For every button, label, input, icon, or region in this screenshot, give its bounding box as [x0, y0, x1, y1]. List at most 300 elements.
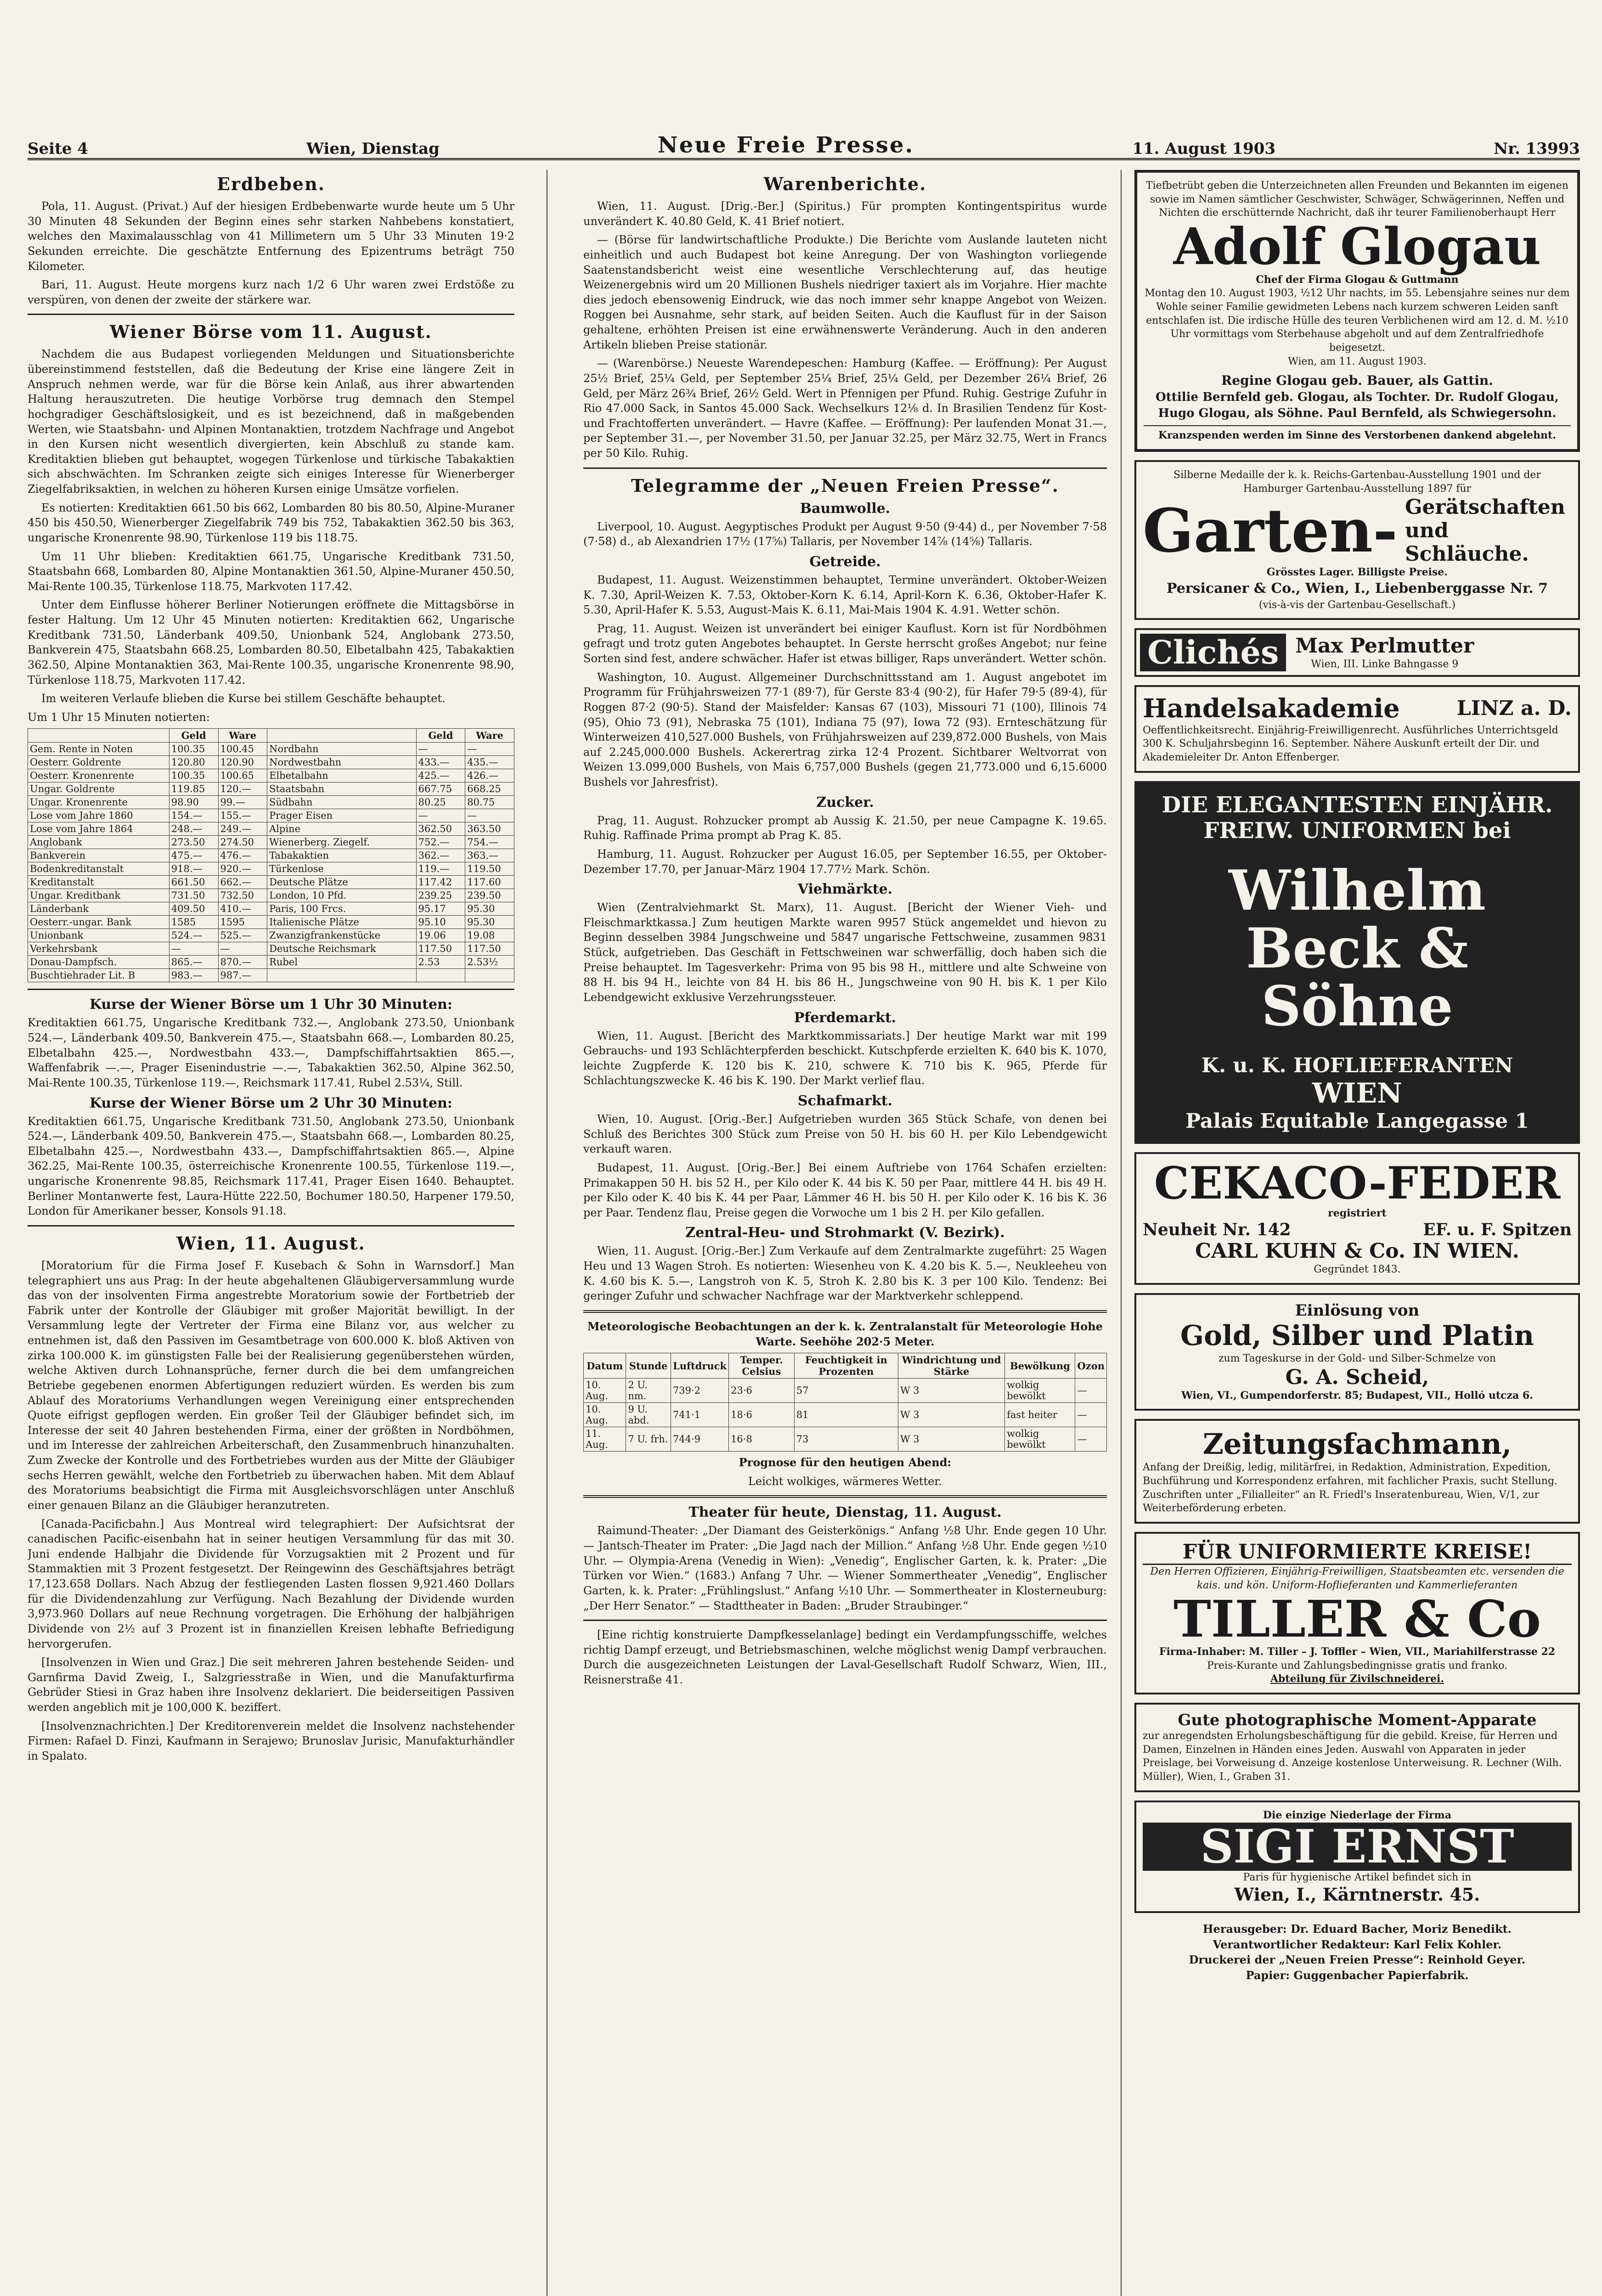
section-title: Warenberichte. [763, 174, 927, 194]
section-title: Erdbeben. [217, 174, 325, 194]
table-cell: 11. Aug. [584, 1427, 626, 1452]
table-cell: Kreditanstalt [28, 876, 169, 889]
uniform-addr: Palais Equitable Langegasse 1 [1185, 1109, 1529, 1133]
table-cell: 363.— [465, 849, 514, 862]
table-cell: 425.— [416, 769, 465, 782]
table-cell: 80.25 [416, 796, 465, 809]
table-cell: 117.50 [465, 942, 514, 956]
table-cell: Bankverein [28, 849, 169, 862]
death-widow: Regine Glogau geb. Bauer, als Gattin. [1221, 373, 1493, 388]
table-cell: Wienerberg. Ziegelf. [267, 836, 417, 849]
article-paragraph: Prag, 11. August. Weizen ist unverändert bei einiger Kauflust. Korn ist für Nordböhmen gefragt und trotz guten Angebotes behauptet. In Gerste herrscht großes Angebot; nur feine Sorten sind fest, andere schwächer. Hafer ist etwas billiger, Raps unverändert. Wetter schön. [583, 622, 1107, 665]
table-cell: 119.50 [465, 862, 514, 876]
forecast-title: Prognose für den heutigen Abend: [739, 1456, 952, 1469]
death-intro: Tiefbetrübt geben die Unterzeichneten allen Freunden und Bekannten im eigenen sowie im Namen sämtlicher Geschwister, Schwäger, Schwägerinnen, Neffen und Nichten die erschütternde Nachricht, daß ihr teurer Familienoberhaupt Herr [1146, 180, 1568, 219]
column-rule [1121, 170, 1122, 2296]
newspaper-title: Neue Freie Presse. [657, 132, 914, 158]
table-header-cell: Ware [218, 729, 267, 743]
article-paragraph: Washington, 10. August. Allgemeiner Durchschnittsstand am 1. August angebotet im Programm für Frühjahrsweizen 77·1 (89·7), für Gerste 83·4 (90·2), für Hafer 79·5 (89·4), für Roggen 87·2 (90·5). Stand der Maisfelder: Kansas 67 (103), Missouri 71 (100), Illinois 74 (95), Ohio 73 (91), Nebraska 75 (101), Indiana 75 (97), Iowa 72 (93). Ernteschätzung für Winterweizen 410,527.000 Bushels, von Frühjahrsweizen auf 239,872.000 Bushels, von Mais auf 2.245,000.000 Bushels. Ackerertrag zirka 12·4 Prozent. Sichtbarer Weltvorrat von Weizen 13.099,000 Bushels, von Mais 6,757,000 Bushels (gegen 21,773.000 und 6,15.6000 Bushels vor Jahresfrist). [583, 670, 1107, 788]
article-paragraph: [Moratorium für die Firma Josef F. Kusebach & Sohn in Warnsdorf.] Man telegraphiert uns aus Prag: In der heute abgehaltenen Gläubigerversammlung wurde das von der insolventen Firma angestrebte Moratorium sowie der Fortbetrieb der Fabrik unter der Kontrolle der Gläubiger mit großer Majorität bewilligt. In der Versammlung legte der Vertreter der Firma eine Bilanz vor, aus welcher zu entnehmen ist, daß den Passiven im Gesamtbetrage von 600.000 K. bloß Aktiven von zirka 100.000 K. im günstigsten Falle bei der Realisierung gegenüberstehen würden, welche Aktiven durch Lohnansprüche, ferner durch die bei dem umfangreichen Betriebe gegebenen enormen Abfertigungen reduziert würden. Es werden bis zum Ablauf des Moratoriums Verhandlungen wegen Vereinigung einer entsprechenden Quote eifrigst gepflogen werden. Ein großer Teil der Gläubiger befindet sich, im Interesse der seit 40 Jahren bestehenden Firma, einer der größten in Nordböhmen, und im Interesse der zahlreichen Arbeiterschaft, den Zusammenbruch hinanzuhalten. Zum Zwecke der Kontrolle und des Fortbetriebes wurden aus der Mitte der Gläubiger sechs Herren gewählt, welche den Fortbetrieb zu überwachen haben. Mit dem Ablauf des Moratoriums beabsichtigt die Firma mit Ausgleichsvorschlägen unter Anschluß einer genauen Bilanz an die Gläubiger heranzutreten. [28, 1259, 514, 1512]
issue-date: 11. August 1903 [1132, 140, 1276, 158]
table-cell: Italienische Plätze [267, 916, 417, 929]
death-text: Montag den 10. August 1903, ½12 Uhr nachts, im 55. Lebensjahre seines nur dem Wohle seiner Familie gewidmeten Lebens nach kurzem schweren Leiden sanft entschlafen ist. Die irdische Hülle des teuren Verblichenen wird am 12. d. M. ½10 Uhr vormittags vom Sterbehause abgeholt und auf dem Zentralfriedhofe beigesetzt. [1145, 287, 1570, 354]
article-paragraph: Bari, 11. August. Heute morgens kurz nach 1/2 6 Uhr waren zwei Erdstöße zu verspüren, von denen der zweite der stärkere war. [28, 278, 514, 306]
garden-firm2: (vis-à-vis der Gartenbau-Gesellschaft.) [1258, 599, 1456, 611]
table-cell: 362.50 [416, 822, 465, 836]
table-cell: wolkig bewölkt [1005, 1379, 1075, 1403]
gold-ad [1134, 1293, 1580, 1411]
pen-spitzen: EF. u. F. Spitzen [1423, 1220, 1572, 1240]
gold-main: Gold, Silber und Platin [1180, 1320, 1534, 1352]
table-cell: Tabakaktien [267, 849, 417, 862]
subsection-title: Baumwolle. [800, 500, 891, 517]
table-cell: 475.— [169, 849, 218, 862]
table-cell: 16·8 [729, 1427, 795, 1452]
article-paragraph: Liverpool, 10. August. Aegyptisches Produkt per August 9·50 (9·44) d., per November 7·58 (7·58) d., ab Alexandrien 17½ (17⅝) Tallaris, per November 14⅞ (14⅝) Tallaris. [583, 520, 1107, 548]
table-cell: 274.50 [218, 836, 267, 849]
pen-firm: CARL KUHN & Co. IN WIEN. [1195, 1239, 1519, 1263]
table-cell: 273.50 [169, 836, 218, 849]
death-note: Kranzspenden werden im Sinne des Verstorbenen dankend abgelehnt. [1144, 425, 1571, 443]
table-cell: 100.65 [218, 769, 267, 782]
table-cell: Lose vom Jahre 1864 [28, 822, 169, 836]
table-cell: Staatsbahn [267, 782, 417, 796]
ernst-top: Die einzige Niederlage der Firma [1263, 1809, 1452, 1821]
table-cell: 154.— [169, 809, 218, 822]
table-cell: 117.42 [416, 876, 465, 889]
table-row [28, 796, 514, 809]
death-notice [1134, 170, 1580, 452]
table-caption: Um 1 Uhr 15 Minuten notierten: [28, 710, 210, 724]
table-cell: wolkig bewölkt [1005, 1427, 1075, 1452]
column-1 [28, 170, 514, 2296]
table-cell: 95.17 [416, 902, 465, 916]
table-cell: 239.50 [465, 889, 514, 902]
table-cell: 2.53½ [465, 956, 514, 969]
subsection-title: Kurse der Wiener Börse um 2 Uhr 30 Minuten: [90, 1095, 452, 1111]
table-header-cell: Feuchtigkeit in Prozenten [794, 1353, 898, 1379]
table-row [584, 1379, 1107, 1403]
table-cell [465, 969, 514, 982]
table-cell: Anglobank [28, 836, 169, 849]
table-cell: W 3 [898, 1427, 1005, 1452]
table-cell: 95.30 [465, 902, 514, 916]
job-ad [1134, 1419, 1580, 1524]
table-cell: 120.— [218, 782, 267, 796]
table-cell: Bodenkreditanstalt [28, 862, 169, 876]
article-paragraph: Wien, 11. August. [Bericht des Marktkommissariats.] Der heutige Markt war mit 199 Gebrauchs- und 193 Schlächterpferden beschickt. Kutschpferde erzielten K. 640 bis K. 1070, leichte Zugpferde K. 120 bis K. 210, schwere K. 710 bis K. 965, Pferde für Schlachtungszwecke K. 46 bis K. 190. Der Markt verlief flau. [583, 1029, 1107, 1087]
tiller-sub: Den Herren Offizieren, Einjährig-Freiwilligen, Staatsbeamten etc. versenden die kais. und kön. Uniform-Hoflieferanten und Kammerlieferanten [1150, 1566, 1564, 1591]
table-cell: 119.— [416, 862, 465, 876]
table-row [584, 1403, 1107, 1427]
table-cell: 98.90 [169, 796, 218, 809]
table-row [28, 929, 514, 942]
article-paragraph: [Canada-Pacificbahn.] Aus Montreal wird telegraphiert: Der Aufsichtsrat der canadischen Pacific-eisenbahn hat in seiner heutigen Versammlung für das mit 30. Juni endende Halbjahr die Dividende für Vorzugsaktien mit 2 Prozent und für Stammaktien mit 3 Prozent festgesetzt. Der Reingewinn des Geschäftsjahres beträgt 17,123.658 Dollars. Nach Abzug der festliegenden Lasten flossen 9,921.460 Dollars für die Dividendenzahlung zur Verfügung. Nach Bezahlung der Dividende wurden 3,973.960 Dollars auf neue Rechnung vorgetragen. Die Erhöhung der halbjährigen Dividende von 2½ auf 3 Prozent ist in finanziellen Kreisen lebhafte Befriedigung hervorgerufen. [28, 1517, 514, 1650]
garden-big: Garten- [1143, 495, 1398, 566]
death-sub: Chef der Firma Glogau & Guttmann [1256, 273, 1459, 286]
table-row [28, 849, 514, 862]
subsection-title: Pferdemarkt. [794, 1009, 897, 1026]
table-cell: — [169, 942, 218, 956]
academy-title: Handelsakademie [1143, 693, 1400, 724]
masthead [28, 132, 1580, 160]
uniform-sub: K. u. K. HOFLIEFERANTEN [1201, 1053, 1513, 1077]
column-2 [583, 170, 1107, 2296]
table-cell: Ungar. Kreditbank [28, 889, 169, 902]
table-cell: 865.— [169, 956, 218, 969]
table-cell: 80.75 [465, 796, 514, 809]
job-title: Zeitungsfachmann, [1202, 1427, 1512, 1461]
table-cell: Zwanzigfrankenstücke [267, 929, 417, 942]
ernst-addr: Wien, I., Kärntnerstr. 45. [1234, 1884, 1480, 1905]
academy-city: LINZ a. D. [1456, 697, 1572, 720]
table-cell: Oesterr.-ungar. Bank [28, 916, 169, 929]
garden-ad [1134, 460, 1580, 620]
uniform-city: WIEN [1312, 1077, 1403, 1109]
table-cell: 248.— [169, 822, 218, 836]
table-cell: 662.— [218, 876, 267, 889]
table-cell: Ungar. Goldrente [28, 782, 169, 796]
table-cell: 476.— [218, 849, 267, 862]
table-cell: 987.— [218, 969, 267, 982]
table-cell: Verkehrsbank [28, 942, 169, 956]
table-row [28, 809, 514, 822]
divider [28, 314, 514, 315]
table-cell: Donau-Dampfsch. [28, 956, 169, 969]
section-title: Telegramme der „Neuen Freien Presse“. [631, 475, 1059, 496]
tiller-firm: Firma-Inhaber: M. Tiller – J. Toffler – Wien, VII., Mariahilferstrasse 22 [1159, 1646, 1556, 1658]
subsection-title: Viehmärkte. [797, 881, 893, 898]
job-text: Anfang der Dreißig, ledig, militärfrei, in Redaktion, Administration, Expedition, Buchführung und Korrespondenz erfahren, mit fachlicher Praxis, sucht Stellung. Zuschriften unter „Filialleiter“ an R. Friedl's Inseratenbureau, Wien, V/1, zur Weiterbeförderung erbeten. [1143, 1462, 1558, 1514]
table-cell: Unionbank [28, 929, 169, 942]
table-cell: 18·6 [729, 1403, 795, 1427]
table-row [28, 969, 514, 982]
table-cell: 752.— [416, 836, 465, 849]
table-cell: 19.06 [416, 929, 465, 942]
gold-addr: Wien, VI., Gumpendorferstr. 85; Budapest, VII., Holló utcza 6. [1181, 1389, 1533, 1401]
pen-ad [1134, 1152, 1580, 1285]
table-cell: Gem. Rente in Noten [28, 743, 169, 756]
table-cell: 435.— [465, 756, 514, 769]
subsection-title: Kurse der Wiener Börse um 1 Uhr 30 Minuten: [90, 996, 452, 1013]
article-paragraph: Wien (Zentralviehmarkt St. Marx), 11. August. [Bericht der Wiener Vieh- und Fleischmarktkassa.] Zum heutigen Markte waren 9957 Stück angemeldet und hievon zu Beginn desselben 3984 Jungschweine und 5847 ungarische Fettschweine, zusammen 9831 Stück, aufgetrieben. Das Geschäft in Fettschweinen war schwerfällig, doch haben sich die Preise behauptet. Im Tagesverkehr: Prima von 95 bis 98 H., mittlere und alte Schweine von 88 H. bis 94 H., leichte von 84 H. bis 86 H., Jungschweine von 90 H. bis K. 1 per Kilo Lebendgewicht exklusive Verzehrungssteuer. [583, 901, 1107, 1004]
table-cell: 754.— [465, 836, 514, 849]
table-cell: 10. Aug. [584, 1379, 626, 1403]
table-cell: 363.50 [465, 822, 514, 836]
table-cell: Türkenlose [267, 862, 417, 876]
page-number: Seite 4 [28, 140, 88, 158]
table-cell: 249.— [218, 822, 267, 836]
forecast-text: Leicht wolkiges, wärmeres Wetter. [748, 1474, 942, 1488]
article-paragraph: [Insolvenzen in Wien und Graz.] Die seit mehreren Jahren bestehende Seiden- und Garnfirma David Zweig, I., Salzgriesstraße in Wien, und die Manufakturfirma Gebrüder Stiesi in Graz haben ihre Insolvenz deklariert. Die beiderseitigen Passiven werden angeblich mit je 100,000 K. beziffert. [28, 1656, 514, 1714]
divider [583, 1620, 1107, 1621]
ernst-ad [1134, 1801, 1580, 1913]
table-cell: 2.53 [416, 956, 465, 969]
gold-top: Einlösung von [1295, 1301, 1420, 1320]
table-row [28, 756, 514, 769]
article-paragraph: Kreditaktien 661.75, Ungarische Kreditbank 731.50, Anglobank 273.50, Unionbank 524.—, Länderbank 409.50, Bankverein 475.—, Staatsbahn 668.—, Lombarden 80.25, Elbetalbahn 425.—, Nordwestbahn 433.—, Dampfschiffahrtsaktien 865.—, Alpine 362.25, Mai-Rente 100.35, österreichische Kronenrente 100.55, Türkenlose 119.—, ungarische Kronenrente 98.85, Reichsmark 117.41, Prager Eisen 1640. Behauptet. Berliner Montanwerte fest, Laura-Hütte 222.50, Bochumer 180.50, Harpener 179.50, London für Amerikaner besser, Konsols 91.18. [28, 1114, 514, 1218]
table-cell [267, 969, 417, 982]
table-cell: 120.90 [218, 756, 267, 769]
cliches-firm: Max Perlmutter [1295, 634, 1474, 658]
table-cell: 661.50 [169, 876, 218, 889]
table-header-cell: Windrichtung und Stärke [898, 1353, 1005, 1379]
article-paragraph: Prag, 11. August. Rohzucker prompt ab Aussig K. 21.50, per neue Campagne K. 19.65. Ruhig. Raffinade Prima prompt ab Prag K. 85. [583, 814, 1107, 842]
subsection-title: Getreide. [809, 553, 881, 570]
imprint-line: Herausgeber: Dr. Eduard Bacher, Moriz Benedikt. [1202, 1922, 1512, 1936]
table-cell: 741·1 [671, 1403, 728, 1427]
tiller-abt: Abteilung für Zivilschneiderei. [1270, 1673, 1444, 1685]
death-place: Wien, am 11. August 1903. [1288, 355, 1427, 367]
column-3-ads [1134, 170, 1580, 2296]
garden-medal: Silberne Medaille der k. k. Reichs-Gartenbau-Ausstellung 1901 und der Hamburger Gartenbau-Ausstellung 1897 für [1173, 469, 1541, 495]
table-row [28, 782, 514, 796]
table-cell: W 3 [898, 1403, 1005, 1427]
table-cell: Oesterr. Goldrente [28, 756, 169, 769]
table-row [28, 916, 514, 929]
table-header-cell: Datum [584, 1353, 626, 1379]
table-row [28, 822, 514, 836]
newspaper-page [28, 0, 1580, 2296]
table-cell: — [218, 942, 267, 956]
garden-firm: Persicaner & Co., Wien, I., Liebenberggasse Nr. 7 [1167, 580, 1548, 597]
table-cell: fast heiter [1005, 1403, 1075, 1427]
tiller-name: TILLER & Co [1173, 1589, 1541, 1649]
table-cell: 95.30 [465, 916, 514, 929]
divider [28, 989, 514, 990]
table-cell: 155.— [218, 809, 267, 822]
article-paragraph: Wien, 10. August. [Orig.-Ber.] Aufgetrieben wurden 365 Stück Schafe, von denen bei Schluß des Berichtes 300 Stück zum Preise von 50 H. bis 60 H. per Kilo Lebendgewicht verkauft waren. [583, 1113, 1107, 1156]
table-cell: 668.25 [465, 782, 514, 796]
subsection-title: Schafmarkt. [797, 1093, 893, 1109]
uniform-name: Wilhelm Beck & Söhne [1229, 858, 1486, 1039]
table-cell: 983.— [169, 969, 218, 982]
table-cell: 10. Aug. [584, 1403, 626, 1427]
pen-reg: registriert [1328, 1207, 1387, 1219]
table-cell: 739·2 [671, 1379, 728, 1403]
place-date: Wien, Dienstag [306, 140, 440, 158]
table-cell: Länderbank [28, 902, 169, 916]
table-cell: 19.08 [465, 929, 514, 942]
article-paragraph: Wien, 11. August. [Drig.-Ber.] (Spiritus.) Für prompten Kontingentspiritus wurde unverändert K. 40.80 Geld, K. 41 Brief notiert. [583, 200, 1107, 228]
table-cell: Prager Eisen [267, 809, 417, 822]
table-cell: 57 [794, 1379, 898, 1403]
table-cell: 95.10 [416, 916, 465, 929]
table-cell: 117.50 [416, 942, 465, 956]
table-cell: — [416, 809, 465, 822]
table-cell: 731.50 [169, 889, 218, 902]
garden-right: Gerätschaften und Schläuche. [1405, 495, 1565, 566]
table-cell: Nordwestbahn [267, 756, 417, 769]
article-paragraph: — (Börse für landwirtschaftliche Produkte.) Die Berichte vom Auslande lauteten nicht einheitlich und auch Budapest bot keine Anregung. Der von Washington vorliegende Saatenstandsbericht weist eine wesentliche Verschlechterung auf, das heutige Weizenergebnis wird um 20 Millionen Bushels niedriger taxiert als im Vorjahre. Hier machte dies jedoch ebensowenig Eindruck, wie das noch immer sehr knappe Angebot von Weizen. Roggen bei Ausnahme, sehr stark, auf beiden Seiten. Auch die Kauflust für in der Saison gehaltene, erhöhten Preisen ist eine erwähnenswerte Veränderung. Auch in den anderen Artikeln blieben Preise stationär. [583, 233, 1107, 351]
table-cell: W 3 [898, 1379, 1005, 1403]
table-cell: Buschtiehrader Lit. B [28, 969, 169, 982]
issue-number: Nr. 13993 [1494, 140, 1580, 158]
table-cell: Oesterr. Kronenrente [28, 769, 169, 782]
divider [583, 1310, 1107, 1313]
table-cell [416, 969, 465, 982]
table-row [28, 956, 514, 969]
subsection-title: Zucker. [816, 794, 874, 810]
table-row [28, 836, 514, 849]
camera-ad [1134, 1703, 1580, 1792]
subsection-title: Zentral-Heu- und Strohmarkt (V. Bezirk). [685, 1225, 1005, 1241]
table-row [28, 862, 514, 876]
table-header-cell: Ozon [1075, 1353, 1107, 1379]
table-cell: 433.— [416, 756, 465, 769]
table-cell: Elbetalbahn [267, 769, 417, 782]
advertisement-text: [Eine richtig konstruierte Dampfkesselanlage] bedingt ein Verdampfungsschiffe, welches richtig Dampf erzeugt, und Betriebsmaschinen, welche möglichst wenig Dampf verbrauchen. Durch die ausgezeichneten Leistungen der Laval-Gesellschaft Rudolf Schwarz, Wien, III., Reisnerstraße 41. [583, 1628, 1107, 1686]
table-cell: Paris, 100 Frcs. [267, 902, 417, 916]
tiller-ad [1134, 1532, 1580, 1694]
table-header-cell: Temper. Celsius [729, 1353, 795, 1379]
table-cell: 99.— [218, 796, 267, 809]
table-header-cell: Geld [169, 729, 218, 743]
death-children: Ottilie Bernfeld geb. Glogau, als Tochter. Dr. Rudolf Glogau, Hugo Glogau, als Söhne. Paul Bernfeld, als Schwiegersohn. [1156, 390, 1559, 421]
tiller-note: Preis-Kurante und Zahlungsbedingnisse gratis und franko. [1207, 1660, 1508, 1671]
table-cell: Nordbahn [267, 743, 417, 756]
table-cell: London, 10 Pfd. [267, 889, 417, 902]
table-cell: Deutsche Plätze [267, 876, 417, 889]
table-header-cell: Luftdruck [671, 1353, 728, 1379]
article-paragraph: Im weiteren Verlaufe blieben die Kurse bei stillem Geschäfte behauptet. [41, 692, 446, 705]
table-row [28, 942, 514, 956]
table-cell: 1585 [169, 916, 218, 929]
table-row [28, 876, 514, 889]
article-paragraph: — (Warenbörse.) Neueste Warendepeschen: Hamburg (Kaffee. — Eröffnung): Per August 25½ Brief, 25¼ Geld, per September 25¼ Brief, 25¼ Geld, per Dezember 26¼ Brief, 26 Geld, per März 26¾ Brief, 26½ Geld. Wert in Pfennigen per Pfund. Ruhig. Gestrige Zufuhr in Rio 47.000 Sack, in Santos 45.000 Sack. Wechselkurs 12⅛ d. In Brasilien Tendenz für Kost- und Frachtofferten unverändert. — Havre (Kaffee. — Eröffnung): Per laufenden Monat 31.—, per September 31.—, per November 31.50, per Januar 32.25, per März 32.75, Wert in Francs per 50 Kilo. Ruhig. [583, 357, 1107, 460]
imprint-line: Druckerei der „Neuen Freien Presse“: Reinhold Geyer. [1189, 1953, 1526, 1967]
article-paragraph: Budapest, 11. August. [Orig.-Ber.] Bei einem Auftriebe von 1764 Schafen erzielten: Primakappen 50 H. bis 52 H., per Kilo oder K. 44 bis K. 50 per Paar, mittlere 44 H. bis 49 H. per Kilo oder K. 40 bis K. 44 per Paar, Lämmer 46 H. bis 50 H. per Kilo oder K. 16 bis K. 36 per Paar. Tendenz flau, Preise gegen die Vorwoche um 1 bis 2 H. per Kilo gefallen. [583, 1161, 1107, 1219]
table-cell: 117.60 [465, 876, 514, 889]
imprint-line: Papier: Guggenbacher Papierfabrik. [1246, 1969, 1469, 1982]
subsection-title: Theater für heute, Dienstag, 11. August. [688, 1504, 1002, 1521]
camera-text: zur anregendsten Erholungsbeschäftigung für die gebild. Kreise, für Herren und Damen, Einzelnen in Händen eines Jeden. Auswahl von Apparaten in jeder Preislage, bei Vorweisung d. Anzeige kostenlose Unterweisung. R. Lechner (Wilh. Müller), Wien, I., Graben 31. [1143, 1730, 1562, 1783]
uniform-ad [1134, 781, 1580, 1144]
weather-title: Meteorologische Beobachtungen an der k. k. Zentralanstalt für Meteorologie Hohe Warte. Seehöhe 202·5 Meter. [587, 1319, 1103, 1348]
cliches-addr: Wien, III. Linke Bahngasse 9 [1311, 658, 1459, 670]
table-row [28, 769, 514, 782]
table-cell: 23·6 [729, 1379, 795, 1403]
article-paragraph: Nachdem die aus Budapest vorliegenden Meldungen und Situationsberichte übereinstimmend feststellen, daß die Bedeutung der Krise eine längere Zeit in Anspruch nehmen werde, war für die Börse kein Anlaß, aus ihrer abwartenden Haltung herauszutreten. Die heutige Vorbörse trug demnach den Stempel hochgradiger Geschäftslosigkeit, und es ist bezeichnend, daß in maßgebenden Werten, wie Staatsbahn- und Alpinen Montanaktien, trotzdem Nachfrage und Angebot in den Kursen nicht wesentlich divergierten, kein Abschluß zu stande kam. Kreditaktien blieben gut behauptet, wogegen Türkenlose und türkische Tabakaktien sich abschwächten. Im Schranken zeigte sich einiges Interesse für Wienerberger Ziegelfabriksaktien, in welchen zu höheren Kursen einige Umsätze vorfielen. [28, 348, 514, 495]
table-cell: 239.25 [416, 889, 465, 902]
table-cell: — [1075, 1379, 1107, 1403]
table-cell: 9 U. abd. [626, 1403, 671, 1427]
garden-note: Grösstes Lager. Billigste Preise. [1266, 566, 1448, 579]
cliches-ad [1134, 628, 1580, 677]
academy-text: Oeffentlichkeitsrecht. Einjährig-Freiwilligenrecht. Ausführliches Unterrichtsgeld 300 K. Schuljahrsbeginn 16. September. Nähere Auskunft erteilt der Dir. und Akademieleiter Dr. Anton Effenberger. [1143, 724, 1558, 764]
table-cell: 426.— [465, 769, 514, 782]
academy-ad [1134, 685, 1580, 773]
table-cell: 920.— [218, 862, 267, 876]
table-cell: 2 U. nm. [626, 1379, 671, 1403]
table-cell: 81 [794, 1403, 898, 1427]
article-paragraph: Budapest, 11. August. Weizenstimmen behauptet, Termine unverändert. Oktober-Weizen K. 7.30, April-Weizen K. 7.53, Oktober-Korn K. 6.14, April-Korn K. 6.36, Oktober-Hafer K. 5.30, April-Hafer K. 5.53, August-Mais K. 6.11, Mai-Mais 1904 K. 4.91. Wetter schön. [583, 573, 1107, 617]
table-cell: Alpine [267, 822, 417, 836]
table-cell: — [1075, 1403, 1107, 1427]
article-paragraph: [Insolvenznachrichten.] Der Kreditorenverein meldet die Insolvenz nachstehender Firmen: Rafael D. Finzi, Kaufmann in Serajewo; Brunoslav Jurisic, Manufakturhändler in Spalato. [28, 1719, 514, 1762]
table-header-cell [28, 729, 169, 743]
pen-year: Gegründet 1843. [1314, 1264, 1401, 1276]
table-cell: 732.50 [218, 889, 267, 902]
pen-neu: Neuheit Nr. 142 [1143, 1220, 1291, 1240]
table-cell: 362.— [416, 849, 465, 862]
table-cell: Südbahn [267, 796, 417, 809]
table-cell: Lose vom Jahre 1860 [28, 809, 169, 822]
table-cell: 524.— [169, 929, 218, 942]
gold-sub: zum Tageskurse in der Gold- und Silber-Schmelze von [1218, 1353, 1496, 1365]
imprint-line: Verantwortlicher Redakteur: Karl Felix Kohler. [1213, 1937, 1502, 1951]
article-paragraph: Hamburg, 11. August. Rohzucker per August 16.05, per September 16.55, per Oktober-Dezember 17.70, per Januar-März 1904 17.77½ Mark. Schön. [583, 847, 1107, 876]
table-row [28, 743, 514, 756]
table-cell: Ungar. Kronenrente [28, 796, 169, 809]
table-cell: Deutsche Reichsmark [267, 942, 417, 956]
table-header-cell: Ware [465, 729, 514, 743]
ernst-sub: Paris für hygienische Artikel befindet sich in [1243, 1871, 1472, 1883]
article-paragraph: Raimund-Theater: „Der Diamant des Geisterkönigs.“ Anfang ½8 Uhr. Ende gegen 10 Uhr. — Jantsch-Theater im Prater: „Die Jagd nach der Million.“ Anfang ½8 Uhr. Ende gegen ½10 Uhr. — Olympia-Arena (Venedig in Wien): „Venedig“, Englischer Garten, k. k. Prater: „Die Türken vor Wien.“ (1683.) Anfang 7 Uhr. — Wiener Sommertheater „Venedig“, Englischer Garten, k. k. Prater: „Frühlingslust.“ Anfang ½10 Uhr. — Sommertheater in Klosterneuburg: „Der Herr Senator.“ — Stadttheater in Baden: „Bruder Straubinger.“ [583, 1524, 1107, 1612]
table-cell: 100.45 [218, 743, 267, 756]
article-paragraph: Um 11 Uhr blieben: Kreditaktien 661.75, Ungarische Kreditbank 731.50, Staatsbahn 668, Lombarden 80, Alpine Montanaktien 361.50, Alpine-Muraner 450.50, Mai-Rente 100.35, Türkenlose 118.75, Markvoten 117.42. [28, 550, 514, 593]
camera-title: Gute photographische Moment-Apparate [1178, 1711, 1537, 1730]
table-row [28, 889, 514, 902]
article-paragraph: Es notierten: Kreditaktien 661.50 bis 662, Lombarden 80 bis 80.50, Alpine-Muraner 450 bis 450.50, Wienerberger Ziegelfabrik 749 bis 752, Tabakaktien 362.50 bis 363, ungarische Kronenrente 98.90, Türkenlose 119 bis 118.75. [28, 501, 514, 544]
cliches-title: Clichés [1140, 634, 1286, 671]
table-cell: — [465, 809, 514, 822]
table-header-cell: Geld [416, 729, 465, 743]
table-header-cell: Bewölkung [1005, 1353, 1075, 1379]
table-cell: 744·9 [671, 1427, 728, 1452]
table-cell: 120.80 [169, 756, 218, 769]
divider [28, 1225, 514, 1227]
imprint [1134, 1921, 1580, 1983]
table-cell: 410.— [218, 902, 267, 916]
section-title: Wiener Börse vom 11. August. [110, 321, 432, 343]
table-cell: 119.85 [169, 782, 218, 796]
table-cell: 409.50 [169, 902, 218, 916]
article-paragraph: Wien, 11. August. [Orig.-Ber.] Zum Verkaufe auf dem Zentralmarkte zugeführt: 25 Wagen Heu und 13 Wagen Stroh. Es notierten: Wiesenheu von K. 4.20 bis K. 5.—, Neukleeheu von K. 4.60 bis K. 5.—, Langstroh von K. 5, Stroh K. 2.80 bis K. 3 per 100 Kilo. Tendenz: Bei geringer Zufuhr und schwacher Nachfrage war der Marktverkehr schleppend. [583, 1244, 1107, 1303]
death-name: Adolf Glogau [1173, 217, 1541, 276]
table-cell: 7 U. frh. [626, 1427, 671, 1452]
article-paragraph: Pola, 11. August. (Privat.) Auf der hiesigen Erdbebenwarte wurde heute um 5 Uhr 30 Minuten 48 Sekunden der Beginn eines sehr starken Nahbebens konstatiert, welches den Maximalausschlag von 41 Millimetern um 5 Uhr 33 Minuten 19·2 Sekunden erreichte. Die geschätzte Entfernung des Epizentrums beträgt 750 Kilometer. [28, 200, 514, 273]
article-paragraph: Unter dem Einflusse höherer Berliner Notierungen eröffnete die Mittagsbörse in fester Haltung. Um 12 Uhr 45 Minuten notierten: Kreditaktien 662, Ungarische Kreditbank 731.50, Länderbank 409.50, Unionbank 524, Anglobank 273.50, Bankverein 475, Staatsbahn 668.25, Lombarden 80.50, Elbetalbahn 425, Tabakaktien 362.50, Alpine Montanaktien 363, Mai-Rente 100.35, ungarische Kronenrente 98.90, Türkenlose 118.75, Markvoten 117.42. [28, 598, 514, 687]
table-cell: 1595 [218, 916, 267, 929]
divider [583, 467, 1107, 469]
table-cell: 525.— [218, 929, 267, 942]
divider [583, 1495, 1107, 1498]
table-cell: 100.35 [169, 769, 218, 782]
article-paragraph: Kreditaktien 661.75, Ungarische Kreditbank 732.—, Anglobank 273.50, Unionbank 524.—, Länderbank 409.50, Bankverein 475.—, Staatsbahn 668.—, Lombarden 80.25, Elbetalbahn 425.—, Nordwestbahn 433.—, Dampfschiffahrtsaktien 865.—, Waffenfabrik —.—, Prager Eisenindustrie —.—, Tabakaktien 362.50, Alpine 362.50, Mai-Rente 100.35, Türkenlose 119.—, Reichsmark 117.41, Rubel 2.53¼, Still. [28, 1016, 514, 1089]
table-row [584, 1427, 1107, 1452]
tiller-top: FÜR UNIFORMIERTE KREISE! [1143, 1540, 1572, 1565]
table-cell: 73 [794, 1427, 898, 1452]
table-cell: 918.— [169, 862, 218, 876]
section-title: Wien, 11. August. [176, 1232, 366, 1254]
table-cell: 667.75 [416, 782, 465, 796]
weather-table [583, 1353, 1107, 1452]
table-row [28, 902, 514, 916]
table-header-cell: Stunde [626, 1353, 671, 1379]
table-cell: — [465, 743, 514, 756]
uniform-top: DIE ELEGANTESTEN EINJÄHR. FREIW. UNIFORMEN bei [1162, 792, 1553, 844]
table-cell: 870.— [218, 956, 267, 969]
table-header-cell [267, 729, 417, 743]
table-cell: — [416, 743, 465, 756]
stock-table [28, 728, 514, 982]
gold-firm: G. A. Scheid, [1285, 1365, 1429, 1389]
ernst-name: SIGI ERNST [1143, 1823, 1572, 1871]
table-cell: 100.35 [169, 743, 218, 756]
table-cell: — [1075, 1427, 1107, 1452]
table-cell: Rubel [267, 956, 417, 969]
